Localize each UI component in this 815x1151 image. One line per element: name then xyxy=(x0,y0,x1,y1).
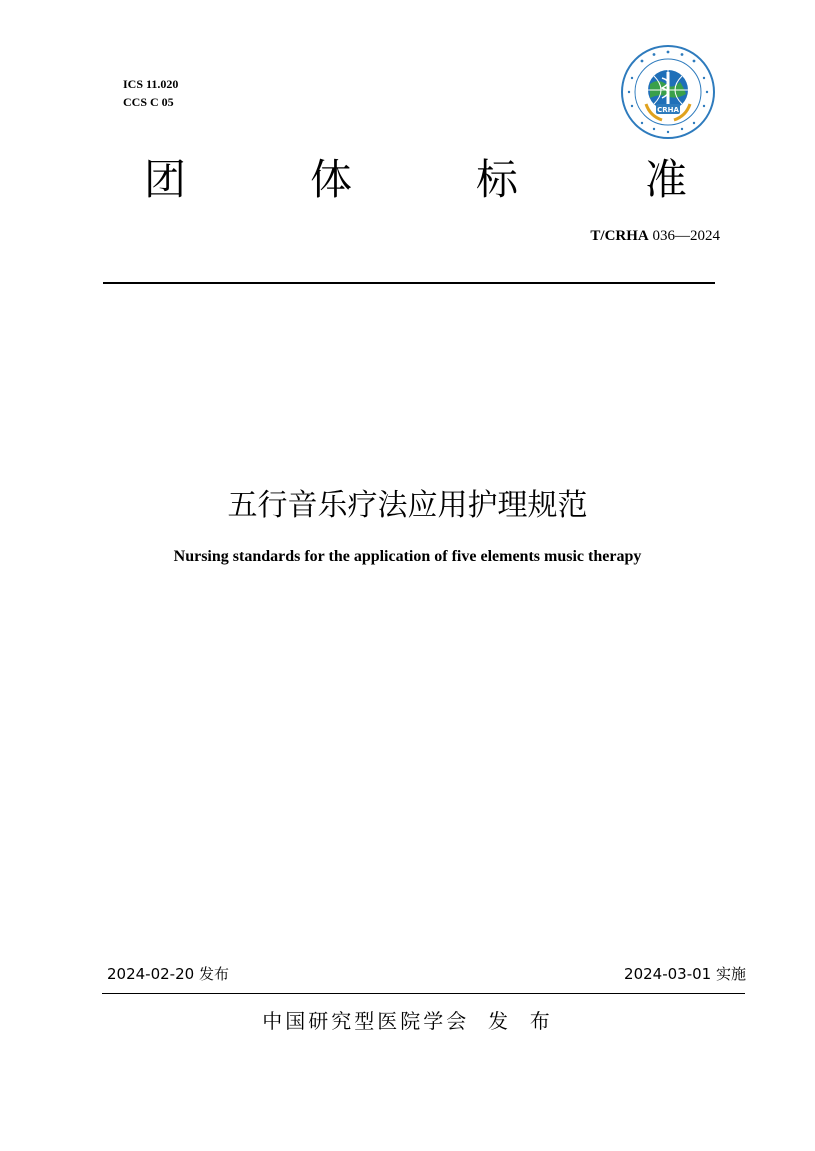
document-title-en: Nursing standards for the application of five elements music therapy xyxy=(173,548,642,565)
publish-date: 2024-02-20 发布 xyxy=(107,965,229,983)
crha-logo-emblem xyxy=(620,44,716,140)
header-divider xyxy=(103,282,715,284)
publisher: 中国研究型医院学会 发 布 xyxy=(262,1009,553,1033)
standard-code-prefix: T/CRHA xyxy=(590,228,649,244)
standard-code-number: 036—2024 xyxy=(652,228,720,244)
logo-badge-text: CRHA xyxy=(657,106,679,114)
classification-codes xyxy=(123,75,178,111)
crha-logo xyxy=(620,44,716,140)
implement-date: 2024-03-01 实施 xyxy=(624,965,746,983)
standard-type-char: 准 xyxy=(645,155,688,204)
ccs-code: CCS C 05 xyxy=(123,95,174,109)
standard-type-char: 团 xyxy=(144,155,187,204)
footer-divider xyxy=(102,993,745,994)
standard-type-char: 标 xyxy=(476,155,519,204)
standard-type-heading xyxy=(0,150,815,210)
document-title-cn: 五行音乐疗法应用护理规范 xyxy=(227,488,588,523)
standard-code xyxy=(520,228,720,245)
standard-type-char: 体 xyxy=(310,155,353,204)
ics-code: ICS 11.020 xyxy=(123,77,179,91)
